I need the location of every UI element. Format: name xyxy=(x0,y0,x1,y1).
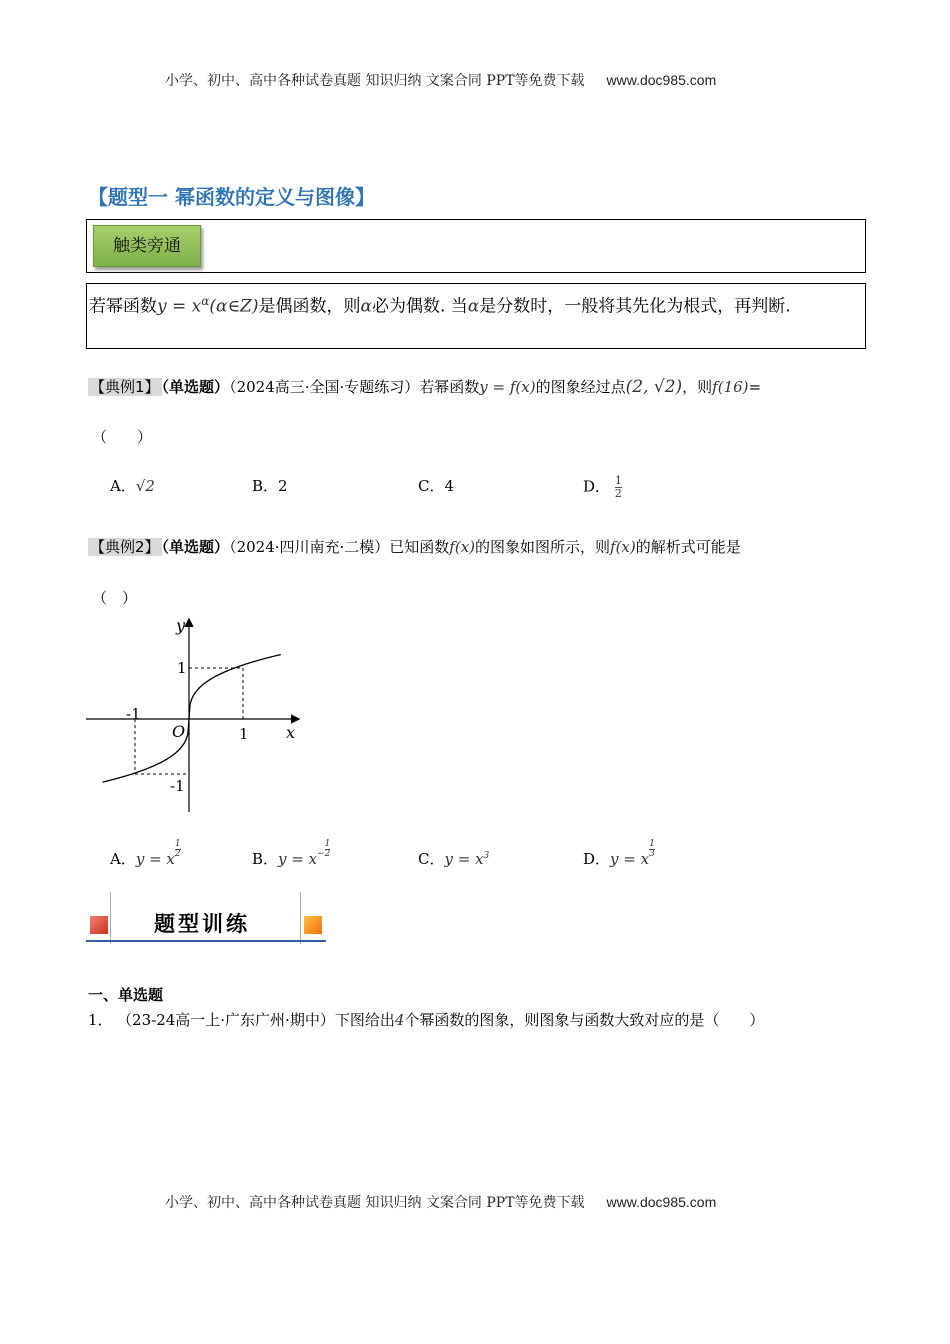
example-2-blank: （ ） xyxy=(92,589,138,607)
training-banner-text: 题型训练 xyxy=(154,911,250,936)
function-graph xyxy=(84,612,314,822)
example-1-option-d[interactable]: D． $\frac{1}{2}$ xyxy=(583,474,622,500)
example-1-option-c[interactable]: C．4 xyxy=(418,477,455,495)
section-title: 【题型一 幂函数的定义与图像】 xyxy=(88,185,375,209)
tip-box xyxy=(86,219,866,273)
y-axis-label: y xyxy=(176,616,186,635)
example-2-option-d[interactable]: D．y = x $^{\frac{1}{3}}$ xyxy=(583,839,655,868)
training-banner xyxy=(86,892,326,944)
tick-x-neg1: -1 xyxy=(126,705,141,723)
page-footer xyxy=(165,1192,716,1212)
x-axis-label: x xyxy=(286,723,296,742)
page-header xyxy=(165,70,716,90)
example-2-tag: 【典例2】 xyxy=(90,538,160,556)
header-text: 小学、初中、高中各种试卷真题 知识归纳 文案合同 PPT等免费下载 xyxy=(165,73,585,89)
origin-label: O xyxy=(172,722,186,741)
example-2-question: 【典例2】 （单选题）（2024·四川南充·二模）已知函数f(x)的图象如图所示，则f(x)的解析式可能是 xyxy=(90,538,741,556)
banner-square-right xyxy=(304,916,322,934)
tick-x-1: 1 xyxy=(239,725,249,743)
example-2-option-b[interactable]: B．$y = x^{- \frac{1}{2}}$ xyxy=(252,839,331,868)
footer-url[interactable]: www.doc985.com xyxy=(606,1194,717,1210)
example-1-tag: 【典例1】 xyxy=(90,378,160,396)
example-1-blank: （ ） xyxy=(92,428,153,446)
tip-label: 触类旁通 xyxy=(93,225,201,267)
note-box xyxy=(86,283,866,349)
tick-y-neg1: -1 xyxy=(170,777,185,795)
tick-y-1: 1 xyxy=(177,659,187,677)
example-1-option-b[interactable]: B．2 xyxy=(252,477,288,495)
banner-square-left xyxy=(90,916,108,934)
part-1-heading: 一、单选题 xyxy=(88,986,164,1004)
header-url[interactable]: www.doc985.com xyxy=(606,72,717,88)
example-2-option-c[interactable]: C．$y = x^3$ xyxy=(418,850,490,868)
footer-text: 小学、初中、高中各种试卷真题 知识归纳 文案合同 PPT等免费下载 xyxy=(165,1195,585,1211)
example-2-option-a[interactable]: A．y = x $^{\frac{1}{2}}$ xyxy=(110,839,181,868)
example-1-option-a[interactable]: A．√2 xyxy=(110,477,155,495)
example-1-question: 【典例1】 （单选题）（2024高三·全国·专题练习）若幂函数y = f(x)的图象经过点(2, √2)，则f(16)= xyxy=(90,377,762,397)
question-1: 1． （23-24高一上·广东广州·期中）下图给出4个幂函数的图象，则图象与函数大致对应的是（ ） xyxy=(88,1011,765,1029)
note-text: 若幂函数$y = x^\alpha(\alpha\in Z)$是偶函数，则α必为偶数. 当α是分数时，一般将其先化为根式，再判断. xyxy=(89,294,791,317)
